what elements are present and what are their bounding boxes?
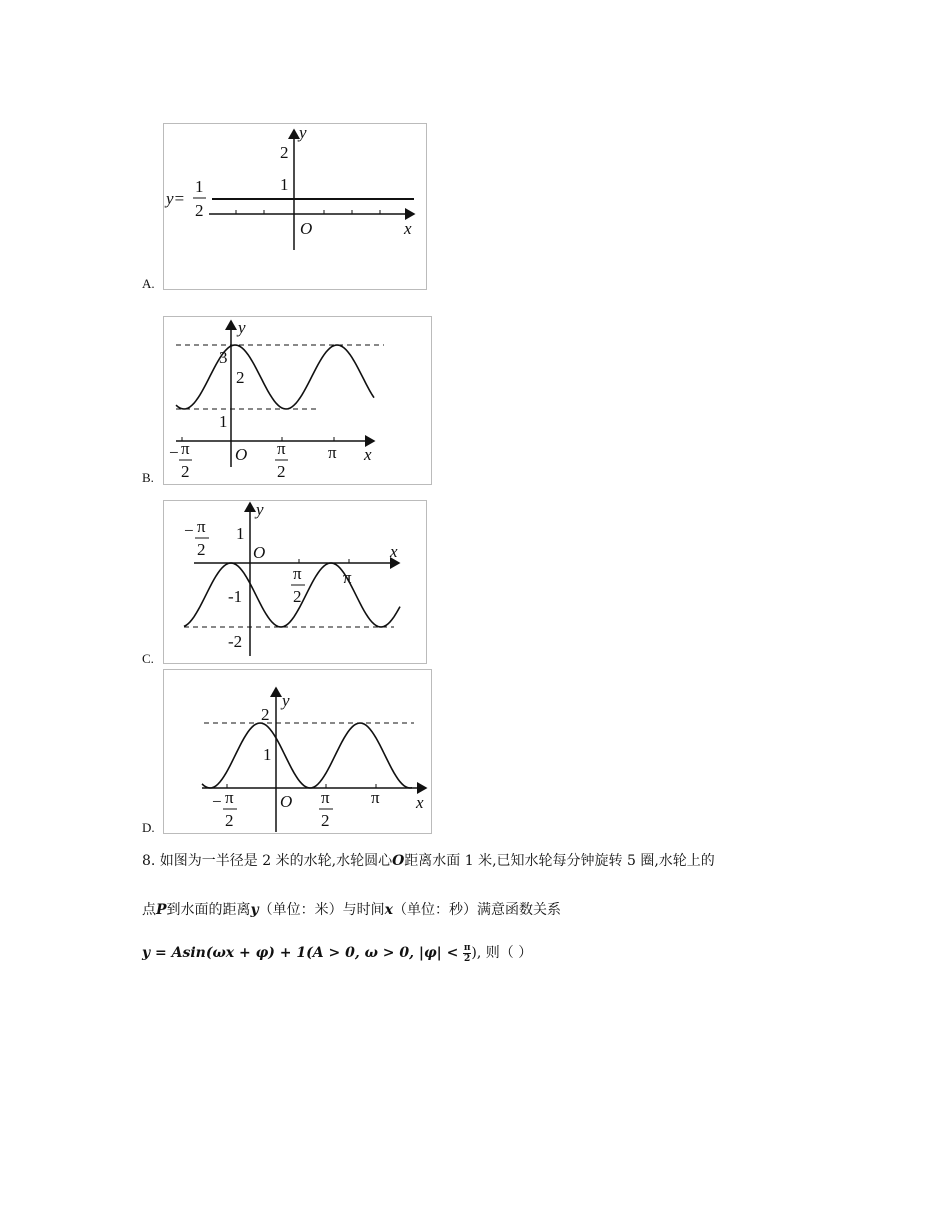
pi-glyph: π: [225, 788, 234, 807]
y-axis-label: y: [299, 124, 307, 142]
denominator: 2: [321, 811, 330, 830]
question-text: 到水面的距离: [166, 902, 251, 918]
y-axis-label: y: [238, 318, 246, 337]
option-a-label: A.: [142, 276, 155, 291]
option-a-graph: [163, 123, 427, 290]
fraction-den: 2: [463, 953, 471, 964]
option-d-graph: [163, 669, 432, 834]
y-tick-label: 3: [219, 348, 228, 367]
y-tick-label: 1: [219, 412, 228, 431]
origin-label: O: [253, 543, 266, 562]
pi-glyph: π: [293, 564, 302, 583]
fraction-num: π: [463, 942, 471, 953]
option-d-label: D.: [142, 820, 155, 835]
pi-glyph: π: [277, 439, 286, 458]
x-tick-label-pi: π: [328, 443, 337, 462]
sine-curve: [176, 345, 374, 409]
origin-label: O: [280, 792, 293, 811]
denominator: 2: [181, 462, 190, 481]
pi-glyph: π: [321, 788, 330, 807]
question-text: （单位：秒）满意函数关系: [393, 902, 562, 918]
question-text: 8. 如图为一半径是 2 米的水轮,水轮圆心: [142, 853, 393, 869]
formula: y = Asin(ωx + φ) + 1(A > 0, ω > 0, |φ| <: [142, 945, 459, 961]
option-b-svg: [164, 317, 431, 484]
option-d-svg: [164, 670, 431, 833]
question-text: 点: [142, 902, 156, 918]
minus-sign: −: [169, 443, 179, 462]
formula-end: ), 则（ ）: [471, 945, 533, 961]
var-x: x: [384, 902, 394, 918]
y-tick-label: 2: [280, 143, 289, 162]
equation-den: 2: [195, 201, 204, 220]
origin-label: O: [235, 445, 248, 464]
option-b-graph: [163, 316, 432, 485]
minus-sign: −: [212, 792, 222, 811]
y-tick-label: 2: [261, 705, 270, 724]
x-axis-label: x: [416, 793, 424, 812]
x-axis-label: x: [404, 219, 412, 238]
x-axis-label: x: [390, 542, 398, 561]
origin-label: O: [300, 219, 313, 238]
question-line-1: [142, 850, 715, 870]
option-c-svg: [164, 501, 426, 663]
denominator: 2: [293, 587, 302, 606]
x-tick-label-neg-half-pi: [212, 788, 237, 830]
x-tick-label-half-pi: [319, 788, 333, 830]
option-c-label: C.: [142, 651, 154, 666]
y-tick-label: -1: [228, 587, 243, 606]
var-o: O: [392, 853, 405, 869]
y-tick-label: 1: [263, 745, 272, 764]
denominator: 2: [277, 462, 286, 481]
option-b-label: B.: [142, 470, 154, 485]
y-tick-label: 2: [236, 368, 245, 387]
equation-prefix: y=: [166, 189, 186, 208]
sine-curve: [202, 723, 412, 788]
option-a-svg: [164, 124, 426, 289]
x-tick-label-half-pi: [275, 439, 288, 481]
x-axis-label: x: [364, 445, 372, 464]
sine-curve: [184, 563, 400, 627]
x-tick-label-pi: π: [371, 788, 380, 807]
y-tick-label: 1: [236, 524, 245, 543]
y-tick-label: 1: [280, 175, 289, 194]
question-text: （单位：米）与时间: [258, 902, 385, 918]
pi-glyph: π: [197, 517, 206, 536]
denominator: 2: [197, 540, 206, 559]
minus-sign: −: [184, 521, 194, 540]
question-text: 距离水面 1 米,已知水轮每分钟旋转 5 圈,水轮上的: [404, 853, 715, 869]
question-line-3: [142, 942, 532, 964]
x-tick-label-pi: π: [343, 568, 352, 587]
x-tick-label-neg-half-pi: [169, 439, 192, 481]
pi-glyph: π: [181, 439, 190, 458]
option-c-graph: [163, 500, 427, 664]
x-tick-label-neg-half-pi: [184, 517, 209, 559]
y-tick-label: -2: [228, 632, 243, 651]
var-p: P: [156, 902, 167, 918]
equation-num: 1: [195, 177, 204, 196]
y-axis-label: y: [256, 501, 264, 519]
var-y: y: [250, 902, 259, 918]
question-line-2: [142, 899, 561, 919]
y-axis-label: y: [282, 691, 290, 710]
denominator: 2: [225, 811, 234, 830]
